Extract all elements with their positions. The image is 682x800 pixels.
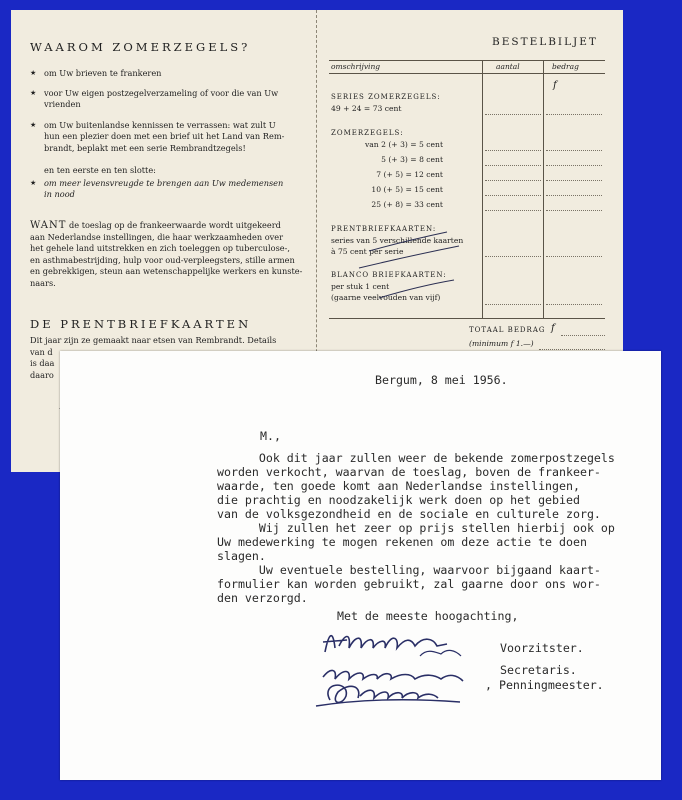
bullet-line: in nood [44,189,75,200]
body-line: die prachtig en noodzakelijk werk doen op het gebied [217,493,580,507]
fill-line [485,114,541,115]
postcards-line: is daa [30,358,55,368]
fill-line [485,165,541,166]
want-line: de toeslag op de frankeerwaarde wordt uitgekeerd [66,220,281,230]
body-line: formulier kan worden gebruikt, zal gaarne door ons wor- [217,577,601,591]
fill-line [546,304,602,305]
role-chair: Voorzitster. [500,641,584,655]
fill-line [561,335,605,336]
fill-line [485,304,541,305]
fill-line [546,165,602,166]
fill-line [485,150,541,151]
body-line: van de volksgezondheid en de sociale en culturele zorg. [217,507,601,521]
star-icon: ★ [30,179,37,187]
summer-stamps-title: ZOMERZEGELS: [331,129,404,137]
body-line: Uw medewerking te mogen rekenen om deze actie te doen [217,535,587,549]
series-title: SERIES ZOMERZEGELS: [331,93,441,101]
series-line: 49 + 24 = 73 cent [331,104,402,113]
currency-symbol: f [551,323,555,334]
pen-strike-marks [329,218,489,313]
blank-cards-line: per stuk 1 cent [331,282,390,291]
typed-letter [60,351,661,780]
star-icon: ★ [30,121,37,129]
star-icon: ★ [30,89,37,97]
last-intro: en ten eerste en ten slotte: [44,165,156,175]
closing: Met de meeste hoogachting, [337,609,519,623]
fill-line [485,195,541,196]
bullet-line: brandt, beplakt met een serie Rembrandtzegels! [44,142,246,153]
role-treasurer: , Penningmeester. [485,678,604,692]
currency-symbol: f [553,80,557,91]
bullet-item [30,178,283,201]
star-icon: ★ [30,69,37,77]
postcards-line: à 75 cent per serie [331,247,404,256]
postcards-title: PRENTBRIEFKAARTEN: [331,225,437,233]
bullet-item [30,120,284,154]
fill-line [546,114,602,115]
col-count: aantal [496,62,520,71]
body-line: slagen. [217,549,266,563]
postcards-line: daaro [30,369,54,380]
signature-treasurer [310,678,500,712]
body-line: Ook dit jaar zullen weer de bekende zomerpostzegels [217,451,615,465]
bullet-line: om Uw buitenlandse kennissen te verrassen: wat zult U [44,120,276,130]
postcards-line: Dit jaar zijn ze gemaakt naar etsen van Rembrandt. Details [30,335,277,345]
body-line: worden verkocht, waarvan de toeslag, boven de frankeer- [217,465,601,479]
table-header-rule [329,73,605,74]
blank-cards-title: BLANCO BRIEFKAARTEN: [331,271,447,279]
fill-line [546,256,602,257]
salutation: M., [260,429,281,443]
heading-picture-postcards: DE PRENTBRIEFKAARTEN [30,317,252,331]
body-line: waarde, ten goede komt aan Nederlandse instellingen, [217,479,580,493]
summer-stamp-row: van 2 (+ 3) = 5 cent [364,140,443,149]
bullet-item [30,68,161,79]
table-bottom-rule [329,318,605,319]
minimum-note: (minimum f 1.—) [469,339,534,348]
want-line: en gebrekkigen, steun aan wetenschappelijke werkers en kunste- [30,266,303,276]
bullet-line: voor Uw eigen postzegelverzameling of voor die van Uw [44,88,279,98]
fill-line [546,195,602,196]
want-line: aan Nederlandse instellingen, die haar werkzaamheden over [30,231,284,242]
fill-line [546,180,602,181]
col-description: omschrijving [331,62,381,71]
total-label: TOTAAL BEDRAG [469,326,546,334]
role-secretary: Secretaris. [500,663,577,677]
fill-line [485,210,541,211]
fill-line [485,256,541,257]
order-form-title: BESTELBILJET [492,36,598,48]
heading-why-summer-stamps: WAAROM ZOMERZEGELS? [30,40,251,54]
table-top-rule [329,60,605,61]
want-line: het gehele land uitstrekken en zich toeleggen op tuberculose-, [30,243,290,253]
bullet-line: om Uw brieven te frankeren [44,68,162,78]
body-line: Uw eventuele bestelling, waarvoor bijgaand kaart- [217,563,601,577]
signature-chair [315,626,505,662]
bullet-line: vrienden [44,99,81,110]
table-col-rule [543,60,544,318]
bullet-item [30,88,278,111]
fill-line [546,210,602,211]
blank-cards-line: (gaarne veelvouden van vijf) [331,293,441,302]
body-line: den verzorgd. [217,591,308,605]
want-paragraph [30,220,312,289]
place-date: Bergum, 8 mei 1956. [375,373,508,387]
postcards-line: van d [30,346,53,357]
want-line: en asthmabestrijding, hulp voor oud-verpleegsters, stille armen [30,254,295,265]
want-line: naars. [30,277,56,288]
fill-line [485,180,541,181]
fill-line [539,349,605,350]
summer-stamp-row: 10 (+ 5) = 15 cent [371,185,443,194]
postcards-line: series van 5 verschillende kaarten [331,236,464,245]
summer-stamp-row: 7 (+ 5) = 12 cent [376,170,443,179]
fill-line [546,150,602,151]
letter-body [217,451,615,605]
body-line: Wij zullen het zeer op prijs stellen hierbij ook op [217,521,615,535]
summer-stamp-row: 5 (+ 3) = 8 cent [381,155,443,164]
summer-stamp-row: 25 (+ 8) = 33 cent [371,200,443,209]
bullet-line: hun een plezier doen met een brief uit het Land van Rem- [44,131,285,142]
bullet-line: om meer levensvreugde te brengen aan Uw medemensen [44,178,284,188]
want-word: WANT [30,220,67,231]
col-amount: bedrag [552,62,579,71]
